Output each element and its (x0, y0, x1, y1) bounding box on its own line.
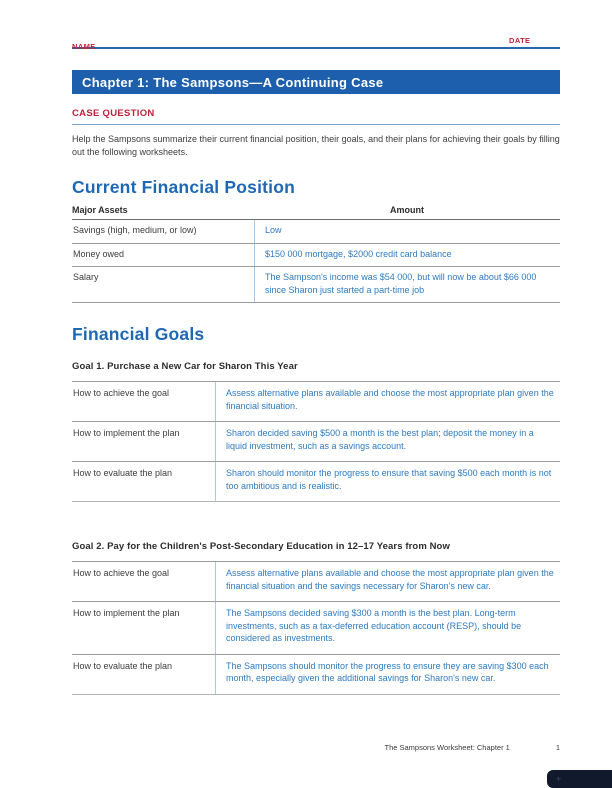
table-header-row (72, 205, 560, 220)
table-row (72, 562, 560, 602)
answer-savings: Low (254, 220, 560, 243)
case-question-heading: CASE QUESTION (72, 108, 155, 119)
chapter-title: Chapter 1: The Sampsons—A Continuing Case (82, 74, 384, 90)
goal-1-title: Goal 1. Purchase a New Car for Sharon This Year (72, 361, 298, 372)
date-field-label: DATE (509, 36, 531, 45)
financial-position-table (72, 205, 560, 303)
table-row (72, 382, 560, 422)
table-row (72, 244, 560, 268)
name-field-label: NAME (72, 42, 96, 51)
answer-goal2-evaluate: The Sampsons should monitor the progress to ensure they are saving $300 each month, especially given the additional savings for Sharon's new car. (215, 655, 560, 694)
page-number: 1 (555, 743, 560, 752)
plus-icon: + (556, 773, 562, 784)
answer-goal1-implement: Sharon decided saving $500 a month is the best plan; deposit the money in a liquid investment, such as a savings account. (215, 422, 560, 461)
answer-money-owed: $150 000 mortgage, $2000 credit card balance (254, 244, 560, 267)
footer-text: The Sampsons Worksheet: Chapter 1 (384, 743, 510, 752)
goal-1-table (72, 381, 560, 502)
table-row (72, 267, 560, 303)
section-heading-financial-goals: Financial Goals (72, 324, 205, 344)
answer-goal1-achieve: Assess alternative plans available and choose the most appropriate plan given the financial situation. (215, 382, 560, 421)
goal-2-table (72, 561, 560, 695)
row-label-money-owed: Money owed (73, 248, 125, 259)
header-rule (72, 47, 560, 49)
table-row (72, 602, 560, 655)
row-label-implement: How to implement the plan (73, 428, 180, 438)
column-header-major-assets: Major Assets (72, 205, 128, 215)
answer-goal2-implement: The Sampsons decided saving $300 a month is the best plan. Long-term investments, such as a tax-deferred education account (RESP), should be considered as investments. (215, 602, 560, 654)
row-label-salary: Salary (73, 272, 99, 282)
row-label-achieve: How to achieve the goal (73, 568, 170, 578)
row-label-implement: How to implement the plan (73, 608, 180, 618)
row-label-savings: Savings (high, medium, or low) (73, 225, 197, 235)
section-heading-current-financial-position: Current Financial Position (72, 177, 296, 197)
answer-salary: The Sampson's income was $54 000, but will now be about $66 000 since Sharon just started a part-time job (254, 267, 560, 302)
column-header-amount: Amount (390, 205, 424, 215)
row-label-evaluate: How to evaluate the plan (73, 468, 173, 478)
table-row (72, 655, 560, 695)
row-label-achieve: How to achieve the goal (73, 388, 170, 398)
corner-overlay-button[interactable] (547, 770, 612, 788)
case-question-rule (72, 124, 560, 125)
table-row (72, 220, 560, 244)
table-row (72, 422, 560, 462)
row-label-evaluate: How to evaluate the plan (73, 660, 173, 671)
answer-goal1-evaluate: Sharon should monitor the progress to ensure that saving $500 each month is not too ambitious and is realistic. (215, 462, 560, 501)
page-footer (384, 743, 560, 752)
chapter-banner (72, 70, 560, 94)
answer-goal2-achieve: Assess alternative plans available and choose the most appropriate plan given the financial situation and the savings necessary for Sharon's new car. (215, 562, 560, 601)
name-date-strip (72, 0, 560, 51)
table-row (72, 462, 560, 502)
goal-2-title: Goal 2. Pay for the Children's Post-Secondary Education in 12–17 Years from Now (72, 541, 450, 552)
intro-paragraph: Help the Sampsons summarize their current financial position, their goals, and their plans for achieving their goals by filling out the following worksheets. (72, 134, 560, 157)
